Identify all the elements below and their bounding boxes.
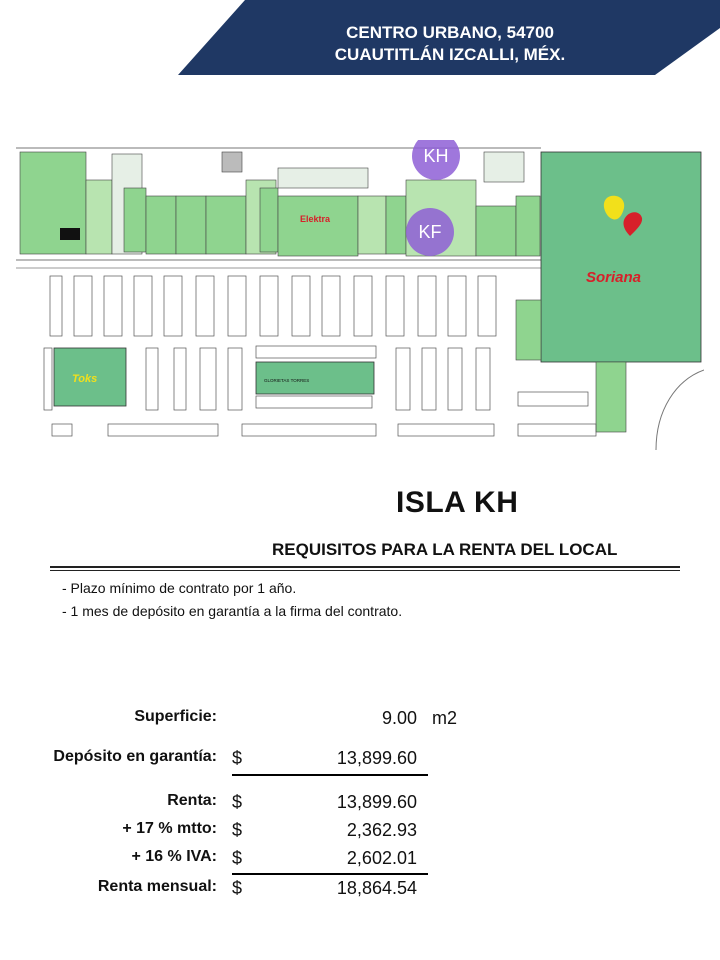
- location-line-2: CUAUTITLÁN IZCALLI, MÉX.: [334, 45, 566, 64]
- subtitle-rule-thin: [50, 570, 680, 571]
- renta-value: 13,899.60: [336, 792, 417, 812]
- row-iva: [0, 848, 720, 872]
- elektra-label: Elektra: [300, 214, 331, 224]
- marker-kh-label: KH: [423, 146, 449, 166]
- row-superficie: [0, 708, 720, 732]
- marker-kf: [406, 208, 454, 256]
- mensual-currency: $: [232, 878, 243, 898]
- renta-currency: $: [232, 792, 243, 812]
- requirement-2: - 1 mes de depósito en garantía a la firma del contrato.: [62, 603, 403, 619]
- page-title: ISLA KH: [396, 486, 519, 519]
- mtto-value: 2,362.93: [346, 820, 417, 840]
- site-plan-drawing: [16, 140, 704, 450]
- iva-value: 2,602.01: [346, 848, 417, 868]
- mtto-currency: $: [232, 820, 243, 840]
- header-banner: [0, 0, 720, 78]
- superficie-unit: m2: [432, 708, 458, 728]
- mensual-label: Renta mensual:: [97, 878, 217, 895]
- site-plan: [16, 140, 704, 450]
- iva-currency: $: [232, 848, 243, 868]
- mtto-label: + 17 % mtto:: [122, 820, 217, 837]
- iva-underline: [232, 873, 428, 875]
- location-line-1: CENTRO URBANO, 54700: [346, 23, 554, 42]
- store-a-label: GLORIETAS TORRES: [264, 378, 310, 383]
- soriana-label: Soriana: [586, 269, 642, 286]
- iva-label: + 16 % IVA:: [131, 848, 217, 865]
- deposito-label: Depósito en garantía:: [53, 748, 217, 765]
- row-renta: [0, 792, 720, 816]
- page-subtitle: REQUISITOS PARA LA RENTA DEL LOCAL: [272, 540, 618, 559]
- superficie-value: 9.00: [381, 708, 417, 728]
- row-deposito: [0, 748, 720, 772]
- requirement-1: - Plazo mínimo de contrato por 1 año.: [62, 580, 297, 596]
- deposito-value: 13,899.60: [336, 748, 417, 768]
- row-mtto: [0, 820, 720, 844]
- superficie-label: Superficie:: [134, 708, 217, 725]
- mensual-value: 18,864.54: [336, 878, 417, 898]
- row-mensual: [0, 878, 720, 902]
- deposito-currency: $: [232, 748, 243, 768]
- marker-kf-label: KF: [418, 222, 442, 242]
- renta-label: Renta:: [167, 792, 217, 809]
- deposito-underline: [232, 774, 428, 776]
- toks-label: Toks: [72, 373, 98, 385]
- subtitle-rule: [50, 566, 680, 568]
- location-title: [230, 22, 670, 66]
